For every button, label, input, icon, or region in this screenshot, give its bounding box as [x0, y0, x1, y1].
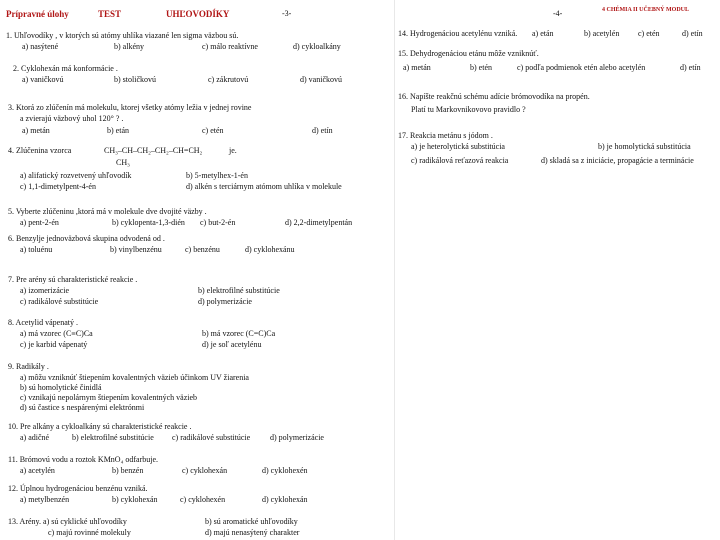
option-a: a) má vzorec (C≡C)Ca	[20, 329, 93, 338]
option-b: b) elektrofilné substitúcie	[72, 433, 154, 442]
option-c: c) podľa podmienok etén alebo acetylén	[517, 63, 646, 72]
option-d: d) cyklohexán	[262, 495, 308, 504]
option-b: b) cyklopenta-1,3-dién	[112, 218, 185, 227]
option-c: c) etén	[202, 126, 224, 135]
question-text: 10. Pre alkány a cykloalkány sú charakteristické reakcie .	[8, 422, 192, 431]
option-b: b) etén	[470, 63, 492, 72]
question-text: 1. Uhľovodíky , v ktorých sú atómy uhlíka viazané len sigma väzbou sú.	[6, 31, 239, 40]
formula-branch: CH₃	[116, 158, 130, 167]
option-a: a) adičné	[20, 433, 50, 442]
option-c: c) zákrutovú	[208, 75, 249, 84]
option-a: a) metylbenzén	[20, 495, 70, 504]
option-a: a) toluénu	[20, 245, 53, 254]
option-d: d) cykloalkány	[293, 42, 341, 51]
option-a: a) acetylén	[20, 466, 55, 475]
page-divider	[394, 0, 395, 540]
question-text: 7. Pre arény sú charakteristické reakcie .	[8, 275, 138, 284]
question-text: 3. Ktorá zo zlúčenín má molekulu, ktorej všetky atómy ležia v jednej rovine	[8, 103, 252, 112]
option-d: d) skladá sa z iniciácie, propagácie a terminácie	[541, 156, 694, 165]
test-label: TEST	[98, 9, 122, 19]
option-b: b) vinylbenzénu	[110, 245, 162, 254]
option-c: c) cyklohexán	[182, 466, 228, 475]
structural-formula: CH₃–CH–CH₂–CH₂–CH=CH₂	[104, 146, 203, 155]
option-a: a) pent-2-én	[20, 218, 59, 227]
option-d: d) alkén s terciárnym atómom uhlíka v molekule	[186, 182, 342, 191]
question-text: 5. Vyberte zlúčeninu ,ktorá má v molekule dve dvojité väzby .	[8, 207, 207, 216]
question-text: 4. Zlúčenina vzorca	[8, 146, 72, 155]
question-text-continued: a zvierajú väzbový uhol 120° ? .	[20, 114, 124, 123]
module-title: 4 CHÉMIA II UČEBNÝ MODUL	[602, 7, 690, 13]
option-a: a) môžu vzniknúť štiepením kovalentných väzieb účinkom UV žiarenia	[20, 373, 249, 382]
option-d: d) polymerizácie	[270, 433, 324, 442]
option-a: a) metán	[22, 126, 50, 135]
page-number: -4-	[553, 9, 563, 18]
question-text: 6. Benzylje jednoväzbová skupina odvodená od .	[8, 234, 165, 243]
question-text: 12. Úplnou hydrogenáciou benzénu vzniká.	[8, 484, 148, 493]
question-text: 9. Radikály .	[8, 362, 49, 371]
option-d: d) cyklohexén	[262, 466, 308, 475]
topic-title: UHĽOVODÍKY	[166, 9, 230, 19]
option-a: a) nasýtené	[22, 42, 59, 51]
option-c: c) radikálová reťazová reakcia	[411, 156, 509, 165]
option-c: c) but-2-én	[200, 218, 236, 227]
option-c: c) radikálové substitúcie	[172, 433, 251, 442]
option-a: a) etán	[532, 29, 554, 38]
question-text: 15. Dehydrogenáciou etánu môže vzniknúť.	[398, 49, 539, 58]
option-c: c) je karbid vápenatý	[20, 340, 88, 349]
option-a: a) metán	[403, 63, 431, 72]
option-c: c) etén	[638, 29, 660, 38]
option-b: b) 5-metylhex-1-én	[186, 171, 248, 180]
option-d: d) etín	[682, 29, 703, 38]
option-b: b) stoličkovú	[114, 75, 156, 84]
option-b: b) je homolytická substitúcia	[598, 142, 691, 151]
option-d: d) sú častice s nespárenými elektrónmi	[20, 403, 145, 412]
option-b: b) alkény	[114, 42, 144, 51]
question-suffix: je.	[229, 146, 237, 155]
option-d: d) 2,2-dimetylpentán	[285, 218, 353, 227]
option-d: d) majú nenasýtený charakter	[205, 528, 300, 537]
option-d: d) polymerizácie	[198, 297, 252, 306]
question-text: 14. Hydrogenáciou acetylénu vzniká.	[398, 29, 518, 38]
question-text: 8. Acetylid vápenatý .	[8, 318, 78, 327]
option-d: d) vaničkovú	[300, 75, 342, 84]
option-d: d) etín	[680, 63, 701, 72]
option-c: c) radikálové substitúcie	[20, 297, 99, 306]
option-a: a) alifatický rozvetvený uhľovodík	[20, 171, 132, 180]
option-c: c) benzénu	[185, 245, 220, 254]
option-b: b) elektrofilné substitúcie	[198, 286, 280, 295]
option-c: c) vznikajú nepolárnym štiepením kovalentných väzieb	[20, 393, 198, 402]
option-d: d) cyklohexánu	[245, 245, 295, 254]
option-b: b) sú aromatické uhľovodíky	[205, 517, 298, 526]
page-number: -3-	[282, 9, 292, 18]
option-c: c) málo reaktívne	[202, 42, 258, 51]
option-c: c) majú rovinné molekuly	[48, 528, 131, 537]
option-a: a) izomerizácie	[20, 286, 70, 295]
option-d: d) je soľ acetylénu	[202, 340, 262, 349]
option-a: a) vaničkovú	[22, 75, 64, 84]
option-b: b) acetylén	[584, 29, 620, 38]
option-b: b) cyklohexán	[112, 495, 158, 504]
option-b: b) benzén	[112, 466, 144, 475]
option-a: a) je heterolytická substitúcia	[411, 142, 505, 151]
option-c: c) cyklohexén	[180, 495, 226, 504]
question-text: 11. Brómovú vodu a roztok KMnO₄ odfarbuje.	[8, 455, 159, 464]
question-text: 2. Cyklohexán má konformácie .	[13, 64, 118, 73]
option-b: b) má vzorec (C=C)Ca	[202, 329, 276, 338]
question-text-continued: Platí tu Markovnikovovo pravidlo ?	[411, 105, 526, 114]
option-c: c) 1,1-dimetylpent-4-én	[20, 182, 96, 191]
option-d: d) etín	[312, 126, 333, 135]
option-b: b) etán	[107, 126, 129, 135]
option-b: b) sú homolytické činidlá	[20, 383, 102, 392]
question-text: 17. Reakcia metánu s jódom .	[398, 131, 493, 140]
question-text: 16. Napíšte reakčnú schému adície brómovodíka na propén.	[398, 92, 590, 101]
question-text: 13. Arény. a) sú cyklické uhľovodíky	[8, 517, 127, 526]
course-title: Prípravné úlohy	[6, 9, 69, 19]
